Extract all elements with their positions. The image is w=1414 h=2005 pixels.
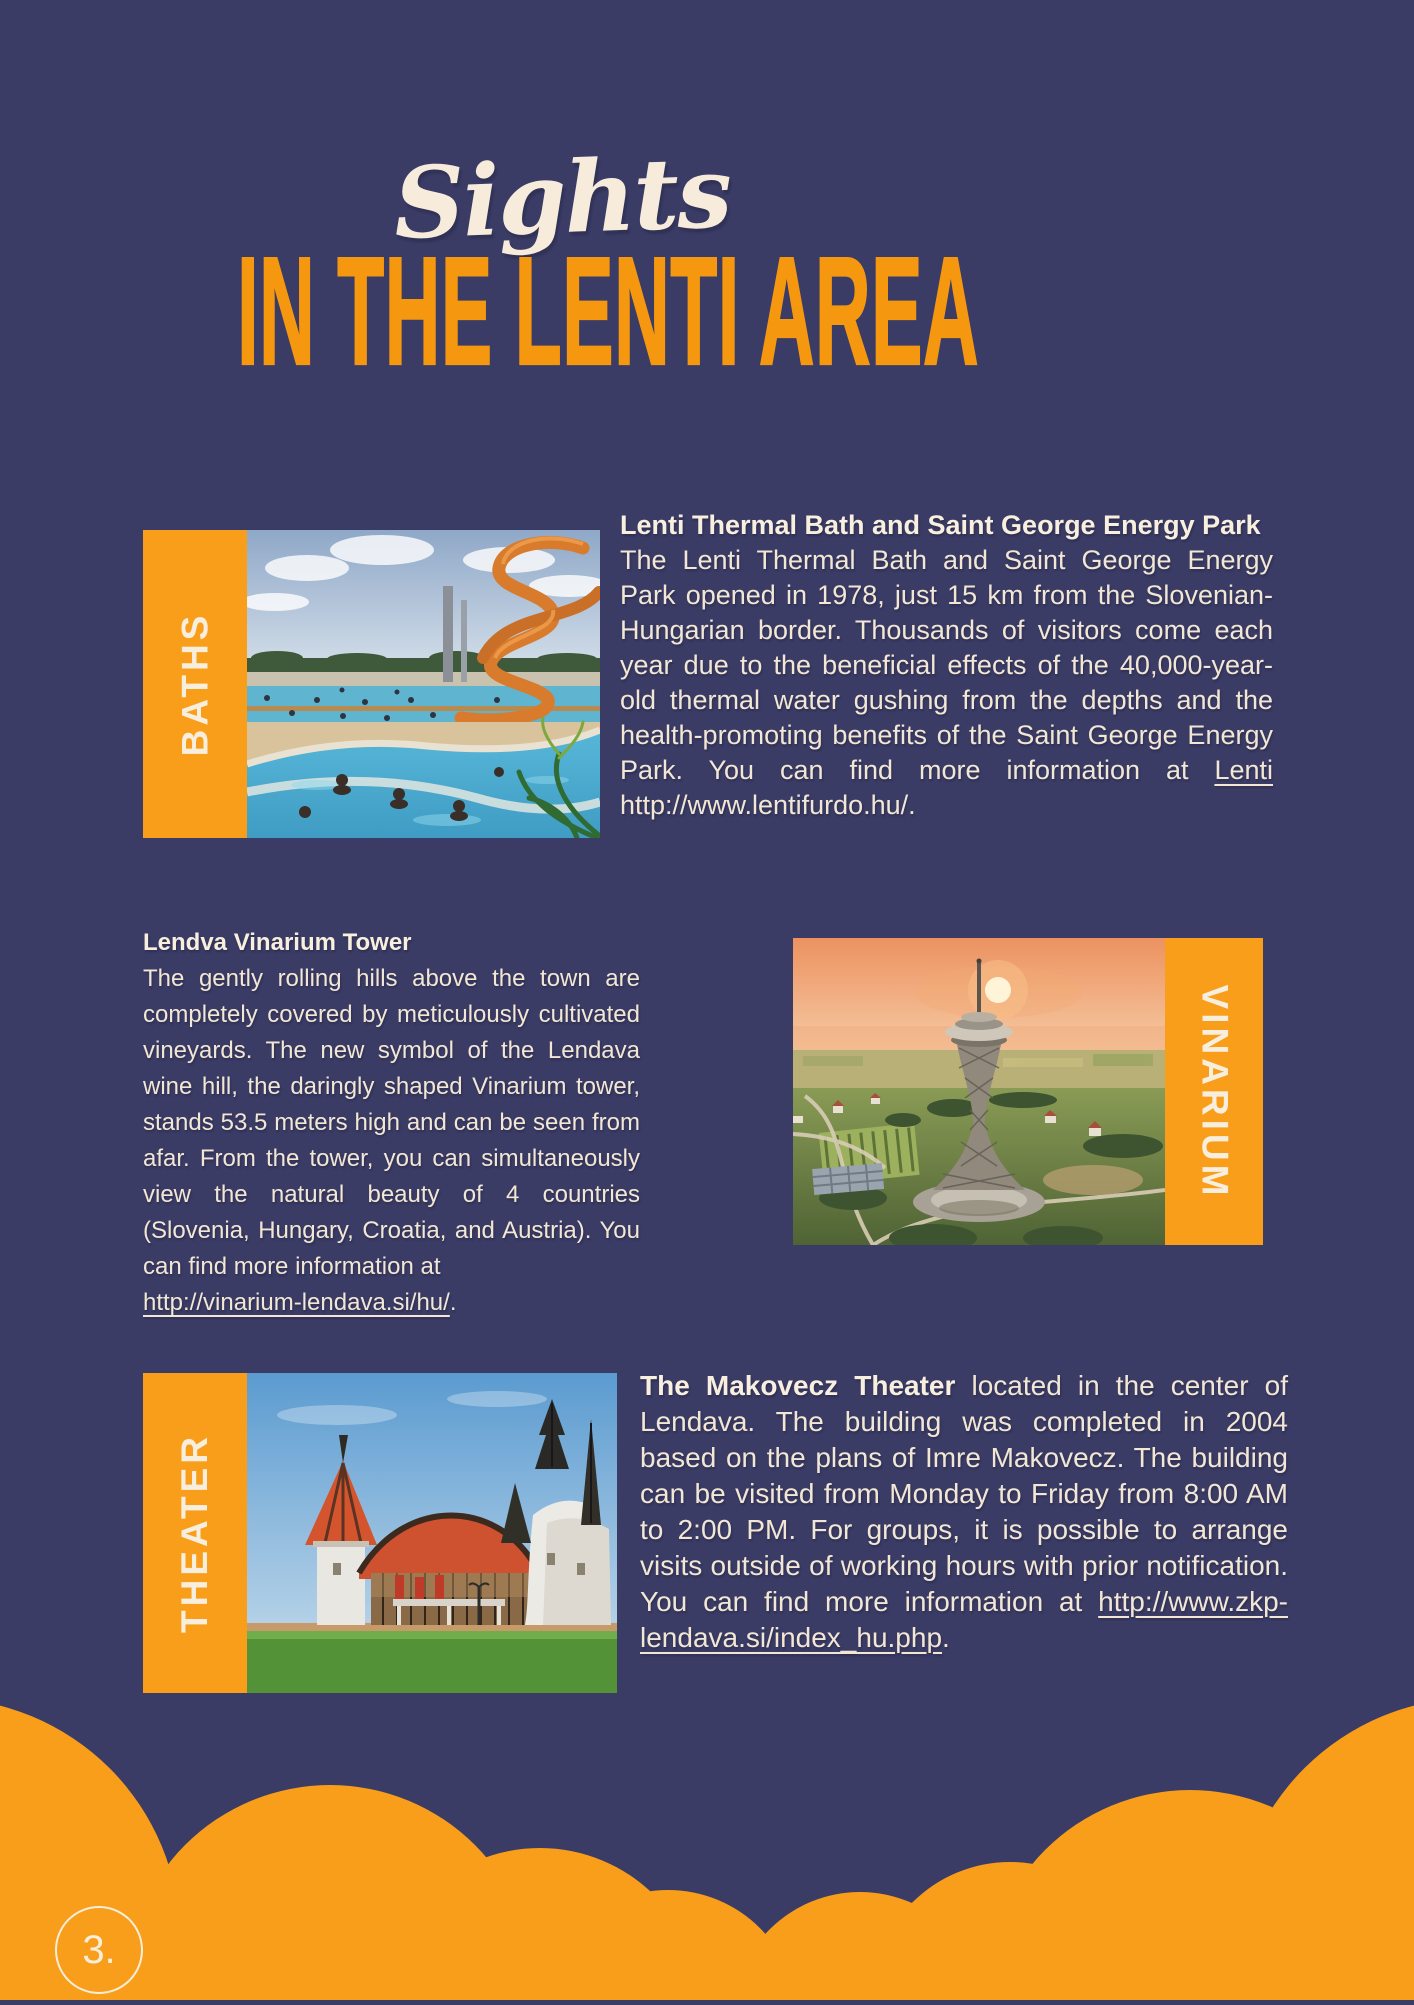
vinarium-label-bar xyxy=(1165,938,1263,1245)
page-title: IN THE LENTI AREA xyxy=(237,224,980,397)
vinarium-heading: Lendva Vinarium Tower xyxy=(143,929,412,956)
footer-clouds xyxy=(0,1688,1414,2000)
theater-text-block xyxy=(640,1368,1288,1656)
theater-photo-illustration xyxy=(247,1373,617,1693)
baths-photo xyxy=(247,530,600,838)
vinarium-link-line: http://vinarium-lendava.si/hu/. xyxy=(143,1289,457,1316)
vinarium-photo-illustration xyxy=(793,938,1165,1245)
vinarium-photo xyxy=(793,938,1165,1245)
vinarium-link[interactable]: http://vinarium-lendava.si/hu/ xyxy=(143,1289,450,1316)
baths-heading: Lenti Thermal Bath and Saint George Energy Park xyxy=(620,510,1261,540)
theater-lead: The Makovecz Theater xyxy=(640,1370,956,1401)
theater-label: THEATER xyxy=(174,1433,216,1633)
theater-link[interactable]: http://www.zkp-lendava.si/index_hu.php xyxy=(640,1586,1288,1653)
page-header xyxy=(0,135,1124,397)
vinarium-paragraph: The gently rolling hills above the town are completely covered by meticulously cultivated vineyards. The new symbol of the Lendava wine hill, the daringly shaped Vinarium tower, stands 53.5 meters high and can be seen from afar. From the tower, you can simultaneously view the natural beauty of 4 countries (Slovenia, Hungary, Croatia, and Austria). You can find more information at xyxy=(143,965,640,1280)
baths-paragraph: The Lenti Thermal Bath and Saint George Energy Park opened in 1978, just 15 km from the Slovenian-Hungarian border. Thousands of visitors come each year due to the beneficial effects of the 40,000-year-old thermal water gushing from the depths and the health-promoting benefits of the Saint George Energy Park. You can find more information at Lenti http://www.lentifurdo.hu/. xyxy=(620,545,1273,820)
vinarium-text-block xyxy=(143,925,640,1321)
page-number-badge xyxy=(55,1906,143,1994)
baths-label: BATHS xyxy=(174,611,216,757)
theater-label-bar xyxy=(143,1373,247,1693)
vinarium-label: VINARIUM xyxy=(1194,984,1236,1199)
baths-label-bar xyxy=(143,530,247,838)
theater-photo xyxy=(247,1373,617,1693)
script-title: Sights xyxy=(391,135,732,262)
theater-paragraph: The Makovecz Theater located in the center of Lendava. The building was completed in 2004 based on the plans of Imre Makovecz. The building can be visited from Monday to Friday from 8:00 AM to 2:00 PM. For groups, it is possible to arrange visits outside of working hours with prior notification. You can find more information at http://www.zkp-lendava.si/index_hu.php. xyxy=(640,1370,1288,1653)
baths-link[interactable]: Lenti xyxy=(1214,755,1273,785)
baths-text-block xyxy=(620,508,1273,823)
clouds-shape xyxy=(0,1688,1414,2000)
baths-photo-illustration xyxy=(247,530,600,838)
page-number: 3. xyxy=(82,1927,116,1972)
